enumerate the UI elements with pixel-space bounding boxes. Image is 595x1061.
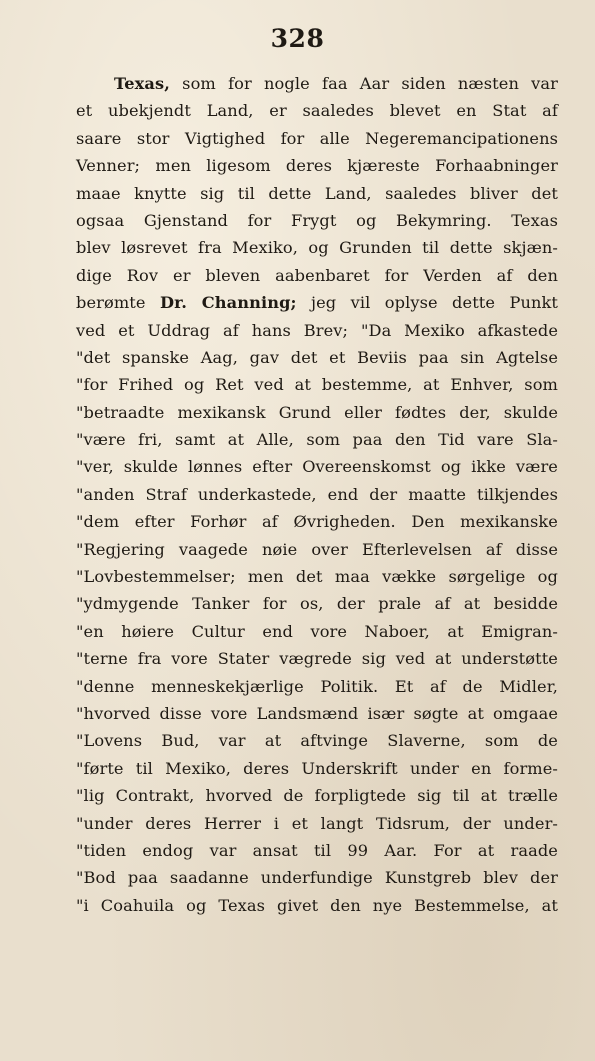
line-text: "Regjering vaagede nøie over Efterlevelsen af disse xyxy=(76,539,558,559)
text-line xyxy=(76,289,558,316)
text-line xyxy=(76,207,558,234)
line-text: "dem efter Forhør af Øvrigheden. Den mexikanske xyxy=(76,512,558,532)
text-line xyxy=(76,700,558,727)
line-text: saare stor Vigtighed for alle Negeremancipationens xyxy=(76,128,558,148)
line-text: "terne fra vore Stater vægrede sig ved at understøtte xyxy=(76,649,558,669)
text-line xyxy=(76,344,558,371)
text-line xyxy=(76,399,558,426)
bold-text: Texas, xyxy=(114,74,170,93)
line-text: som for nogle faa Aar siden næsten var xyxy=(169,74,558,93)
text-line xyxy=(76,371,558,398)
body-text xyxy=(76,70,558,919)
line-text: blev løsrevet fra Mexiko, og Grunden til dette skjæn- xyxy=(76,238,558,258)
line-text: "Lovbestemmelser; men det maa vække sørgelige og xyxy=(76,567,558,587)
line-text: "denne menneskekjærlige Politik. Et af de Midler, xyxy=(76,676,558,696)
text-line xyxy=(76,262,558,289)
text-line xyxy=(76,70,558,97)
line-text: "Bod paa saadanne underfundige Kunstgreb blev der xyxy=(76,868,558,888)
text-line xyxy=(76,234,558,261)
text-line xyxy=(76,755,558,782)
text-line xyxy=(76,727,558,754)
text-line xyxy=(76,864,558,891)
text-line xyxy=(76,590,558,617)
line-text: et ubekjendt Land, er saaledes blevet en Stat af xyxy=(76,101,558,121)
text-line xyxy=(76,782,558,809)
line-text: dige Rov er bleven aabenbaret for Verden af den xyxy=(76,265,558,285)
bold-text: Dr. Channing; xyxy=(159,293,297,313)
page-number: 328 xyxy=(270,24,325,53)
line-text: "hvorved disse vore Landsmænd især søgte at omgaae xyxy=(76,703,558,723)
text-line xyxy=(76,673,558,700)
line-text: "en høiere Cultur end vore Naboer, at Emigran- xyxy=(76,621,558,641)
line-text: "ver, skulde lønnes efter Overeenskomst og ikke være xyxy=(76,457,558,477)
text-line xyxy=(76,810,558,837)
line-text: ogsaa Gjenstand for Frygt og Bekymring. Texas xyxy=(76,210,558,230)
text-line xyxy=(76,618,558,645)
text-line xyxy=(76,563,558,590)
text-line xyxy=(76,317,558,344)
line-text: "for Frihed og Ret ved at bestemme, at Enhver, som xyxy=(76,375,558,395)
line-text: ved et Uddrag af hans Brev; "Da Mexiko afkastede xyxy=(76,320,558,340)
line-text: "betraadte mexikansk Grund eller fødtes der, skulde xyxy=(76,402,558,422)
line-text: "det spanske Aag, gav det et Beviis paa sin Agtelse xyxy=(76,347,558,367)
line-text: "i Coahuila og Texas givet den nye Bestemmelse, at xyxy=(76,895,558,915)
text-line xyxy=(76,453,558,480)
text-line xyxy=(76,508,558,535)
line-text: jeg vil oplyse dette Punkt xyxy=(296,293,559,313)
text-line xyxy=(76,426,558,453)
line-text: "ydmygende Tanker for os, der prale af at besidde xyxy=(76,594,558,614)
line-text: berømte xyxy=(76,293,160,313)
text-line xyxy=(76,837,558,864)
line-text: "være fri, samt at Alle, som paa den Tid vare Sla- xyxy=(76,430,558,450)
line-text: "anden Straf underkastede, end der maatte tilkjendes xyxy=(76,484,558,504)
text-line xyxy=(76,97,558,124)
line-text: "Lovens Bud, var at aftvinge Slaverne, som de xyxy=(76,731,558,751)
line-text: maae knytte sig til dette Land, saaledes bliver det xyxy=(76,183,558,203)
text-line xyxy=(76,152,558,179)
line-text: "tiden endog var ansat til 99 Aar. For at raade xyxy=(76,840,558,860)
line-text: Venner; men ligesom deres kjæreste Forhaabninger xyxy=(76,156,558,176)
line-text: "under deres Herrer i et langt Tidsrum, der under- xyxy=(76,813,558,833)
text-line xyxy=(76,645,558,672)
text-line xyxy=(76,180,558,207)
text-line xyxy=(76,892,558,919)
line-text: "førte til Mexiko, deres Underskrift under en forme- xyxy=(76,758,558,778)
text-line xyxy=(76,481,558,508)
line-text: "lig Contrakt, hvorved de forpligtede sig til at trælle xyxy=(76,786,558,806)
text-line xyxy=(76,536,558,563)
text-line xyxy=(76,125,558,152)
